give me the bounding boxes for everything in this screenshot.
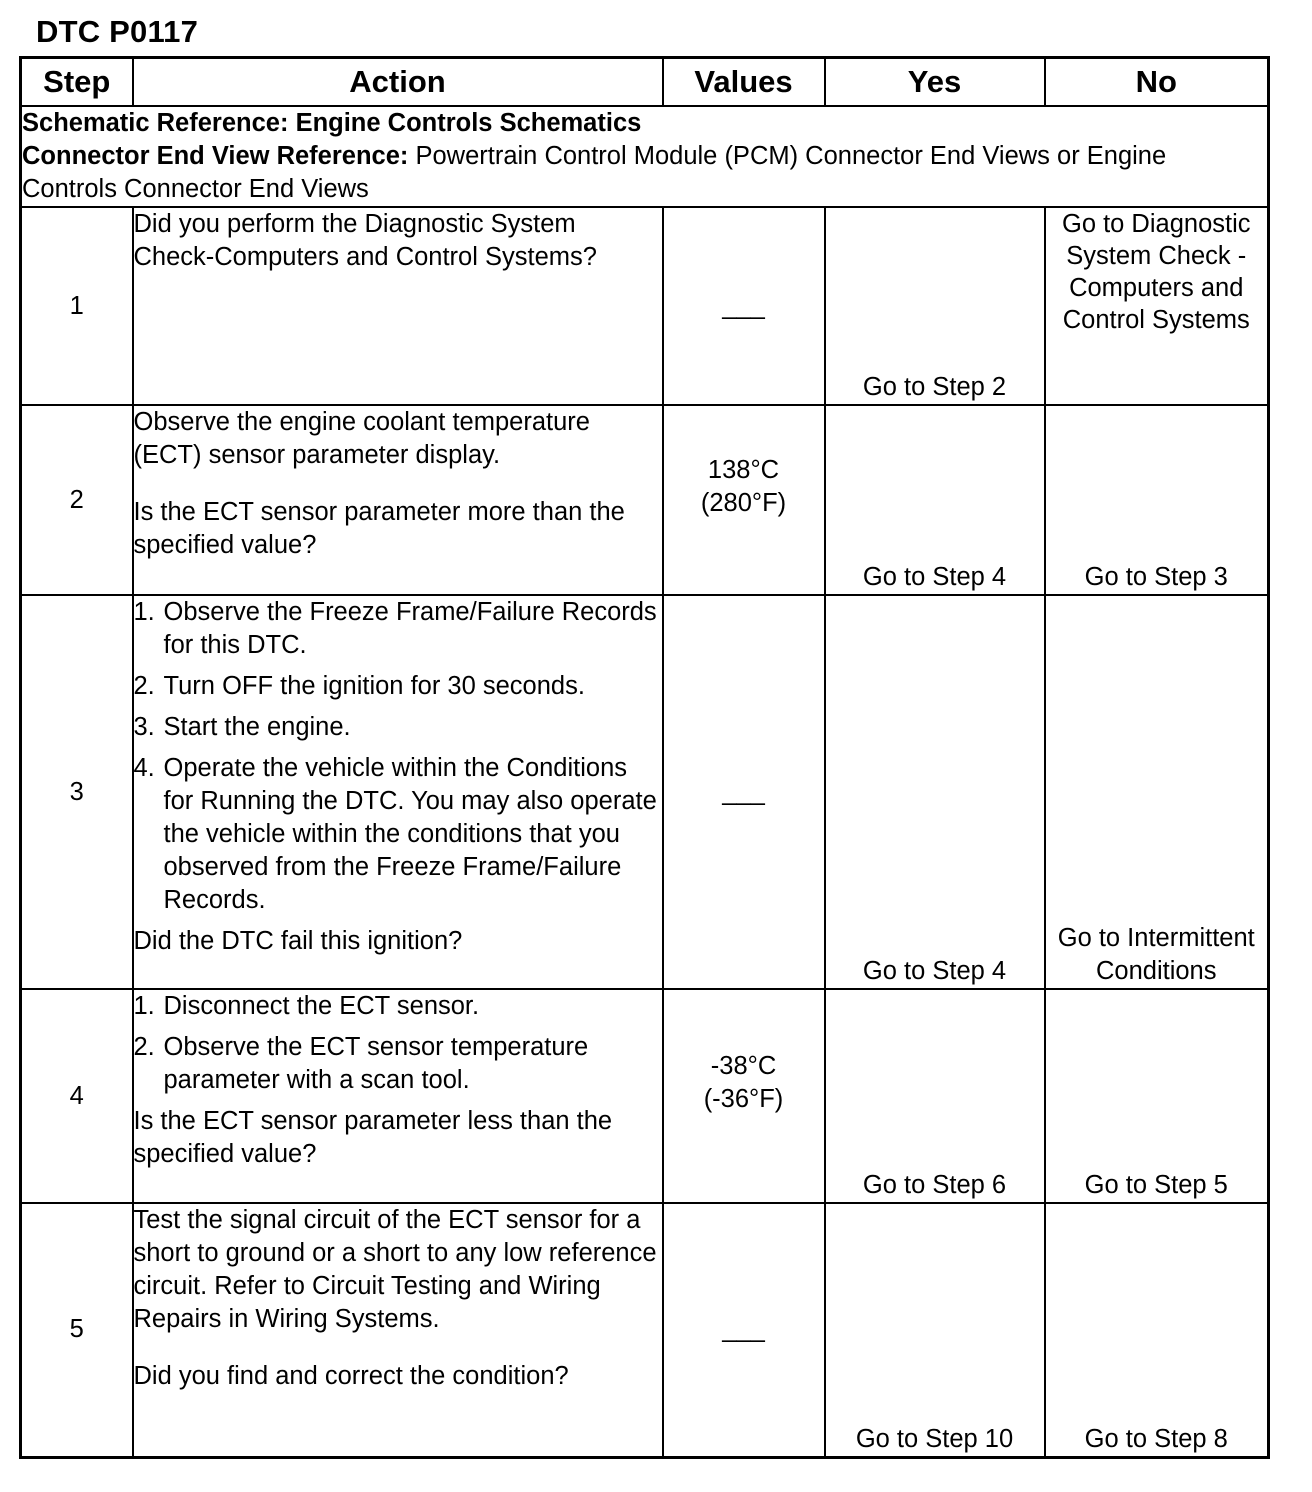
procedure-list [134, 990, 662, 1097]
value-cell [663, 989, 825, 1203]
action-cell [133, 1203, 663, 1457]
table-row [21, 405, 1269, 595]
schematic-reference-label: Schematic Reference: [22, 109, 289, 137]
value-cell [663, 207, 825, 405]
list-item: 2. Turn OFF the ignition for 30 seconds. [133, 672, 585, 700]
page-title: DTC P0117 [36, 14, 199, 49]
value-celsius: -38°C [710, 1052, 777, 1080]
header-row [21, 58, 1269, 107]
value-placeholder: ___ [722, 1315, 765, 1344]
table-row [21, 989, 1269, 1203]
action-question: Is the ECT sensor parameter less than the specified value? [133, 1107, 613, 1168]
list-item: 1. Observe the Freeze Frame/Failure Records for this DTC. [133, 598, 657, 659]
header-values: Values [663, 58, 825, 107]
connector-reference-value: Powertrain Control Module (PCM) Connector End Views or Engine Controls Connector End Views [22, 142, 1167, 203]
value-cell [663, 595, 825, 989]
reference-row [21, 106, 1269, 207]
action-text: Did you perform the Diagnostic System Check-Computers and Control Systems? [133, 210, 597, 271]
schematic-reference-value: Engine Controls Schematics [295, 109, 642, 137]
yes-cell: Go to Step 4 [825, 405, 1045, 595]
value-cell [663, 1203, 825, 1457]
action-cell [133, 405, 663, 595]
step-number: 3 [21, 595, 133, 989]
table-row [21, 595, 1269, 989]
value-placeholder: ___ [722, 291, 765, 320]
yes-cell: Go to Step 2 [825, 207, 1045, 405]
list-item: 3. Start the engine. [133, 713, 351, 741]
action-question: Did the DTC fail this ignition? [133, 927, 463, 955]
action-text: Test the signal circuit of the ECT sensor for a short to ground or a short to any low reference circuit. Refer to Circuit Testing and Wiring Repairs in Wiring Systems. [133, 1206, 657, 1333]
connector-reference-label: Connector End View Reference: [22, 142, 409, 170]
no-cell: Go to Step 8 [1045, 1203, 1269, 1457]
step-number: 4 [21, 989, 133, 1203]
action-cell [133, 207, 663, 405]
table-row [21, 207, 1269, 405]
value-fahrenheit: (280°F) [700, 489, 787, 517]
yes-cell: Go to Step 10 [825, 1203, 1045, 1457]
header-step: Step [21, 58, 133, 107]
no-cell: Go to Step 3 [1045, 405, 1269, 595]
action-question: Did you find and correct the condition? [133, 1362, 569, 1390]
no-cell: Go to Step 5 [1045, 989, 1269, 1203]
action-cell [133, 595, 663, 989]
reference-cell [21, 106, 1269, 207]
list-item: 4. Operate the vehicle within the Conditions for Running the DTC. You may also operate the vehicle within the conditions that you observed from the Freeze Frame/Failure Records. [133, 754, 657, 914]
step-number: 1 [21, 207, 133, 405]
value-celsius: 138°C [707, 456, 780, 484]
header-action: Action [133, 58, 663, 107]
table-row [21, 1203, 1269, 1457]
yes-cell: Go to Step 4 [825, 595, 1045, 989]
header-yes: Yes [825, 58, 1045, 107]
list-item: 1. Disconnect the ECT sensor. [133, 992, 480, 1020]
list-item: 2. Observe the ECT sensor temperature parameter with a scan tool. [133, 1033, 589, 1094]
action-cell [133, 989, 663, 1203]
no-cell: Go to Diagnostic System Check - Computers and Control Systems [1045, 207, 1269, 405]
action-question: Is the ECT sensor parameter more than the specified value? [133, 498, 625, 559]
header-no: No [1045, 58, 1269, 107]
diagnostic-table [19, 56, 1270, 1459]
step-number: 2 [21, 405, 133, 595]
yes-cell: Go to Step 6 [825, 989, 1045, 1203]
procedure-list [134, 596, 662, 917]
value-cell [663, 405, 825, 595]
no-cell: Go to Intermittent Conditions [1045, 595, 1269, 989]
step-number: 5 [21, 1203, 133, 1457]
value-fahrenheit: (-36°F) [703, 1085, 784, 1113]
action-text: Observe the engine coolant temperature (ECT) sensor parameter display. [133, 408, 590, 469]
value-placeholder: ___ [722, 777, 765, 806]
